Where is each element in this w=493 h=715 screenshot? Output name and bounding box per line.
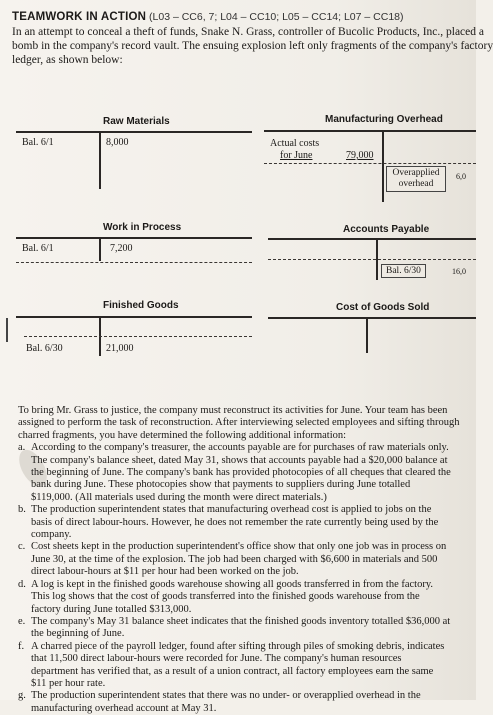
cost-of-goods-sold-t-stem — [366, 317, 368, 353]
overapplied-label: overhead — [398, 179, 434, 189]
overhead-torn-edge — [264, 163, 476, 164]
item-line: According to the company's treasurer, the accounts payable are for purchases of raw materials only. — [31, 442, 449, 454]
item-line: The company's balance sheet, dated May 31, shows that accounts payable had a $20,000 balance at — [31, 454, 448, 466]
item-line: manufacturing overhead account at May 31. — [31, 702, 217, 714]
manufacturing-overhead-t-line — [264, 130, 476, 132]
actual-costs-label: Actual costs — [270, 138, 320, 149]
item-line: The production superintendent states that there was no under- or overapplied overhead in the — [31, 690, 421, 702]
item-label: f. — [18, 640, 25, 652]
item-label: d. — [18, 578, 26, 590]
raw-materials-bal-value: 8,000 — [106, 137, 129, 148]
finished-goods-title: Finished Goods — [103, 300, 179, 311]
item-line: the beginning of June. — [31, 628, 125, 640]
item-label: b. — [18, 504, 26, 516]
item-line: company. — [31, 529, 72, 541]
item-line: The production superintendent states that manufacturing overhead cost is applied to jobs on the — [31, 504, 432, 516]
info-item-e — [18, 616, 458, 641]
accounts-payable-bal-value: 16,0 — [452, 267, 466, 276]
work-in-process-bal-value: 7,200 — [110, 243, 133, 254]
item-label: e. — [18, 615, 26, 627]
intro-line: bomb in the company's record vault. The ensuing explosion left only fragments of the company's factory — [12, 40, 493, 52]
overapplied-overhead-box — [386, 166, 446, 192]
intro-line: ledger, as shown below: — [12, 54, 123, 66]
intro-line: In an attempt to conceal a theft of funds, Snake N. Grass, controller of Bucolic Products, Inc., placed a — [12, 26, 484, 38]
body-intro-line: To bring Mr. Grass to justice, the company must reconstruct its activities for June. Your team has been — [18, 405, 448, 416]
info-item-c — [18, 541, 458, 578]
problem-title: TEAMWORK IN ACTION — [12, 11, 147, 23]
info-item-g — [18, 690, 458, 715]
actual-costs-value: 79,000 — [346, 150, 374, 161]
accounts-payable-t-line — [268, 238, 476, 240]
raw-materials-title: Raw Materials — [103, 116, 170, 127]
item-line: factory during June totalled $313,000. — [31, 603, 192, 615]
item-line: June 30, at the time of the explosion. The job had been charged with $6,600 in materials and 500 — [31, 553, 438, 565]
overapplied-value: 6,0 — [456, 172, 466, 181]
item-line: bank during June. These photocopies show that payments to suppliers during June totalled — [31, 479, 411, 491]
item-line: department has verified that, as a result of a union contract, all factory employees earn the same — [31, 665, 434, 677]
problem-header — [12, 10, 493, 67]
ap-torn-edge — [268, 259, 476, 260]
item-line: that 11,500 direct labour-hours were recorded for June. The company's human resources — [31, 653, 402, 665]
problem-body — [18, 405, 458, 715]
item-line: the beginning of June. The company's bank has provided photocopies of all cheques that cleared the — [31, 467, 451, 479]
item-line: $11 per hour rate. — [31, 677, 106, 689]
item-line: A log is kept in the finished goods warehouse showing all goods transferred in from the factory. — [31, 578, 434, 590]
manufacturing-overhead-t-stem — [382, 130, 384, 202]
page-edge-mark — [6, 318, 8, 342]
info-item-f — [18, 641, 458, 691]
item-label: c. — [18, 541, 26, 553]
raw-materials-bal-label: Bal. 6/1 — [22, 137, 54, 148]
body-intro-line: charred fragments, you have determined the following additional information: — [18, 429, 347, 441]
info-item-d — [18, 579, 458, 616]
problem-intro — [12, 25, 493, 67]
item-line: The company's May 31 balance sheet indicates that the finished goods inventory totalled $36,000 at — [31, 615, 451, 627]
accounts-payable-title: Accounts Payable — [343, 224, 430, 235]
info-item-a — [18, 442, 458, 504]
actual-costs-period: for June — [280, 150, 313, 161]
work-in-process-title: Work in Process — [103, 222, 182, 233]
cost-of-goods-sold-title: Cost of Goods Sold — [336, 302, 430, 313]
learning-objectives: (L03 – CC6, 7; L04 – CC10; L05 – CC14; L07 – CC18) — [149, 11, 404, 23]
wip-torn-edge — [16, 262, 252, 263]
raw-materials-t-line — [16, 131, 252, 133]
item-label: a. — [18, 442, 26, 454]
manufacturing-overhead-title: Manufacturing Overhead — [325, 114, 443, 125]
overapplied-label: Overapplied — [392, 168, 440, 178]
item-line: $119,000. (All materials used during the month were direct materials.) — [31, 491, 327, 503]
finished-goods-bal-value: 21,000 — [106, 343, 134, 354]
info-item-b — [18, 504, 458, 541]
item-label: g. — [18, 690, 26, 702]
fg-torn-edge — [24, 336, 252, 337]
finished-goods-t-line — [16, 316, 252, 318]
information-list — [18, 442, 458, 715]
problem-title-line — [12, 10, 470, 24]
item-line: This log shows that the cost of goods transferred into the finished goods warehouse from the — [31, 591, 420, 603]
cost-of-goods-sold-t-line — [268, 317, 476, 319]
work-in-process-t-line — [16, 237, 252, 239]
accounts-payable-bal-label: Bal. 6/30 — [381, 264, 426, 278]
item-line: Cost sheets kept in the production superintendent's office show that only one job was in process on — [31, 541, 447, 553]
raw-materials-t-stem — [99, 131, 101, 189]
item-line: direct labour-hours at $11 per hour had been worked on the job. — [31, 566, 299, 578]
item-line: basis of direct labour-hours. However, he does not remember the rate currently being used by the — [31, 516, 439, 528]
work-in-process-bal-label: Bal. 6/1 — [22, 243, 54, 254]
body-intro-line: assigned to perform the task of reconstruction. After interviewing selected employees and sifting through — [18, 417, 460, 429]
work-in-process-t-stem — [99, 237, 101, 261]
item-line: A charred piece of the payroll ledger, found after sifting through piles of smoking debris, indicates — [31, 640, 445, 652]
finished-goods-bal-label: Bal. 6/30 — [26, 343, 63, 354]
